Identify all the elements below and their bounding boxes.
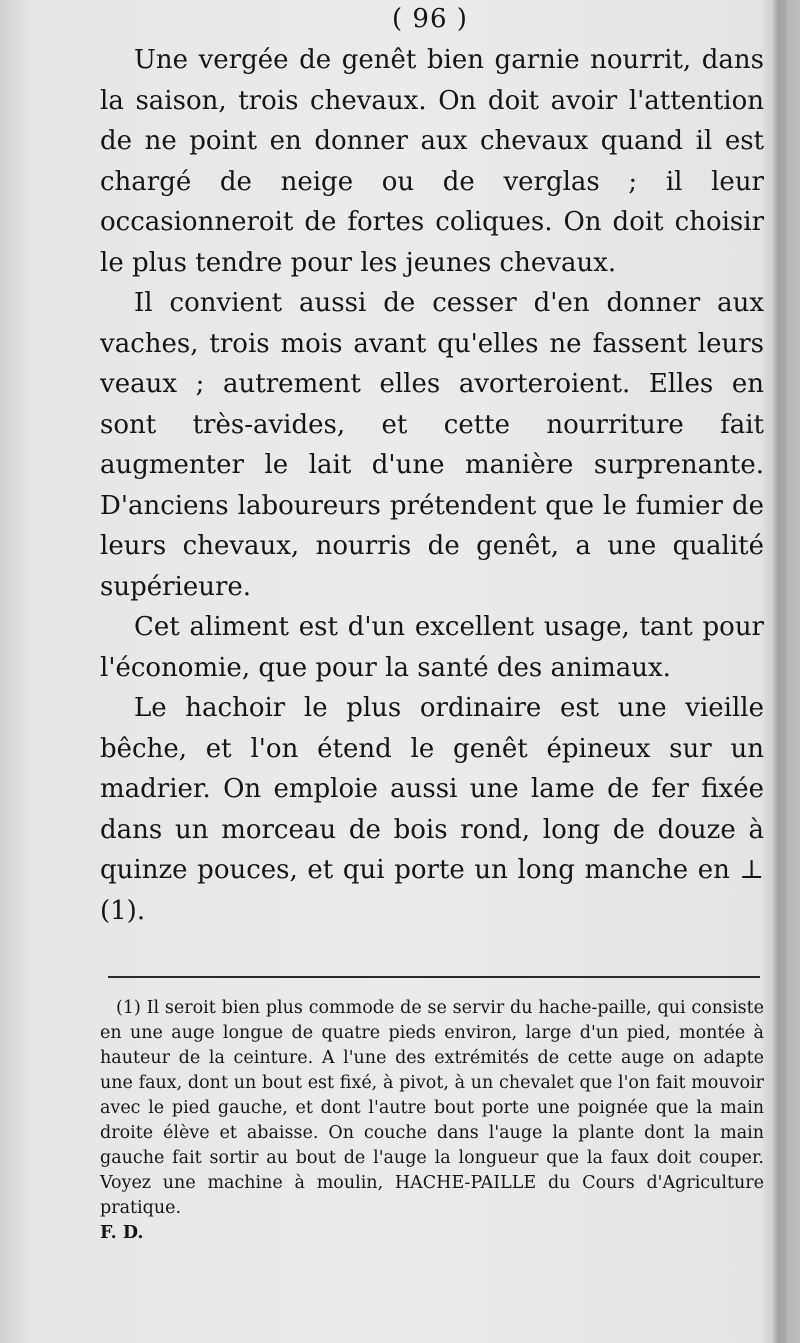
main-text [100, 40, 764, 931]
page-number: ( 96 ) [392, 4, 468, 34]
footnote-text: (1) Il seroit bien plus commode de se servir du hache-paille, qui consiste en une auge longue de quatre pieds environ, large d'un pied, montée à hauteur de la ceinture. A l'une des extrémités de cette auge on adapte une faux, dont un bout est fixé, à pivot, à un chevalet que l'on fait mouvoir avec le pied gauche, et dont l'autre bout porte une poignée que la main droite élève et abaisse. On couche dans l'auge la plante dont la main gauche fait sortir au bout de l'auge la longueur que la faux doit couper. Voyez une machine à moulin, HACHE-PAILLE du Cours d'Agriculture pratique. [100, 998, 764, 1218]
footnote-divider [108, 976, 760, 978]
page-spine-shadow [772, 0, 800, 1343]
paragraph-3-text: Cet aliment est d'un excellent usage, tant pour l'économie, que pour la santé des animaux. [100, 612, 764, 683]
paragraph-4-text: Le hachoir le plus ordinaire est une vieille bêche, et l'on étend le genêt épineux sur un madrier. On emploie aussi une lame de fer fixée dans un morceau de bois rond, long de douze à quinze pouces, et qui porte un long manche en ⊥ (1). [100, 693, 764, 926]
paragraph-2-text: Il convient aussi de cesser d'en donner aux vaches, trois mois avant qu'elles ne fassent leurs veaux ; autrement elles avorteroient. Elles en sont très-avides, et cette nourriture fait augmenter le lait d'une manière surprenante. D'anciens laboureurs prétendent que le fumier de leurs chevaux, nourris de genêt, a une qualité supérieure. [100, 288, 764, 602]
paragraph-2 [100, 283, 764, 607]
paragraph-1 [100, 40, 764, 283]
footnote-signature: F. D. [100, 1223, 144, 1243]
footnote [100, 996, 764, 1246]
paragraph-1-text: Une vergée de genêt bien garnie nourrit, dans la saison, trois chevaux. On doit avoir l'attention de ne point en donner aux chevaux quand il est chargé de neige ou de verglas ; il leur occasionneroit de fortes coliques. On doit choisir le plus tendre pour les jeunes chevaux. [100, 45, 764, 278]
paragraph-3 [100, 607, 764, 688]
paragraph-4 [100, 688, 764, 931]
footnote-body [100, 996, 764, 1221]
